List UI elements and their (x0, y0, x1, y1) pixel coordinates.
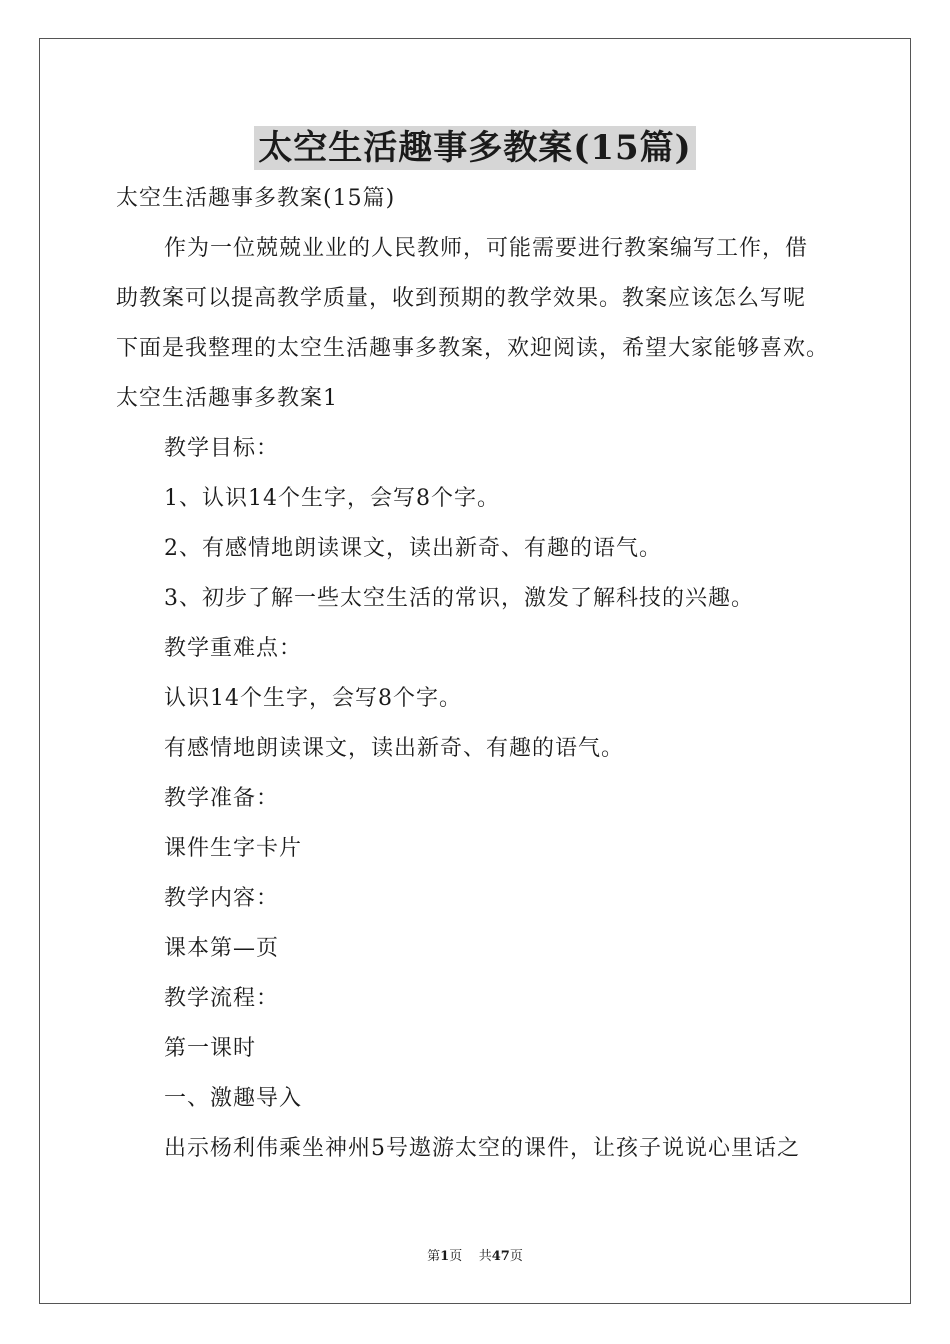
total-pages: 47 (491, 1249, 510, 1264)
page-border (39, 38, 911, 1304)
paragraph-line: 助教案可以提高教学质量，收到预期的教学效果。教案应该怎么写呢 (116, 286, 807, 311)
paragraph-line: 3、初步了解一些太空生活的常识，激发了解科技的兴趣。 (164, 586, 754, 611)
paragraph-line: 一、激趣导入 (164, 1086, 303, 1111)
page-number: 1 (440, 1249, 450, 1264)
paragraph-line: 出示杨利伟乘坐神州5号遨游太空的课件，让孩子说说心里话之 (164, 1136, 800, 1161)
paragraph-line: 作为一位兢兢业业的人民教师，可能需要进行教案编写工作，借 (164, 236, 809, 261)
paragraph-line: 有感情地朗读课文，读出新奇、有趣的语气。 (164, 736, 625, 761)
total-prefix: 共 (478, 1249, 492, 1264)
page-prefix: 第 (427, 1249, 441, 1264)
paragraph-line: 下面是我整理的太空生活趣事多教案，欢迎阅读，希望大家能够喜欢。 (116, 336, 830, 361)
paragraph-line: 课件生字卡片 (164, 836, 303, 861)
total-suffix: 页 (509, 1249, 523, 1264)
title-container (0, 126, 950, 170)
paragraph-line: 课本第—页 (164, 936, 280, 961)
paragraph-line: 教学准备： (164, 786, 280, 811)
paragraph-line: 教学内容： (164, 886, 280, 911)
paragraph-line: 教学重难点： (164, 636, 303, 661)
section-heading: 太空生活趣事多教案1 (116, 386, 338, 411)
page-footer (0, 1248, 950, 1266)
paragraph-line: 1、认识14个生字，会写8个字。 (164, 486, 500, 511)
paragraph-line: 第一课时 (164, 1036, 257, 1061)
document-title: 太空生活趣事多教案(15篇) (254, 126, 696, 170)
paragraph-line: 教学流程： (164, 986, 280, 1011)
paragraph-line: 认识14个生字，会写8个字。 (164, 686, 462, 711)
page-suffix: 页 (449, 1249, 463, 1264)
subtitle-line: 太空生活趣事多教案(15篇) (116, 186, 396, 211)
paragraph-line: 教学目标： (164, 436, 280, 461)
paragraph-line: 2、有感情地朗读课文，读出新奇、有趣的语气。 (164, 536, 662, 561)
